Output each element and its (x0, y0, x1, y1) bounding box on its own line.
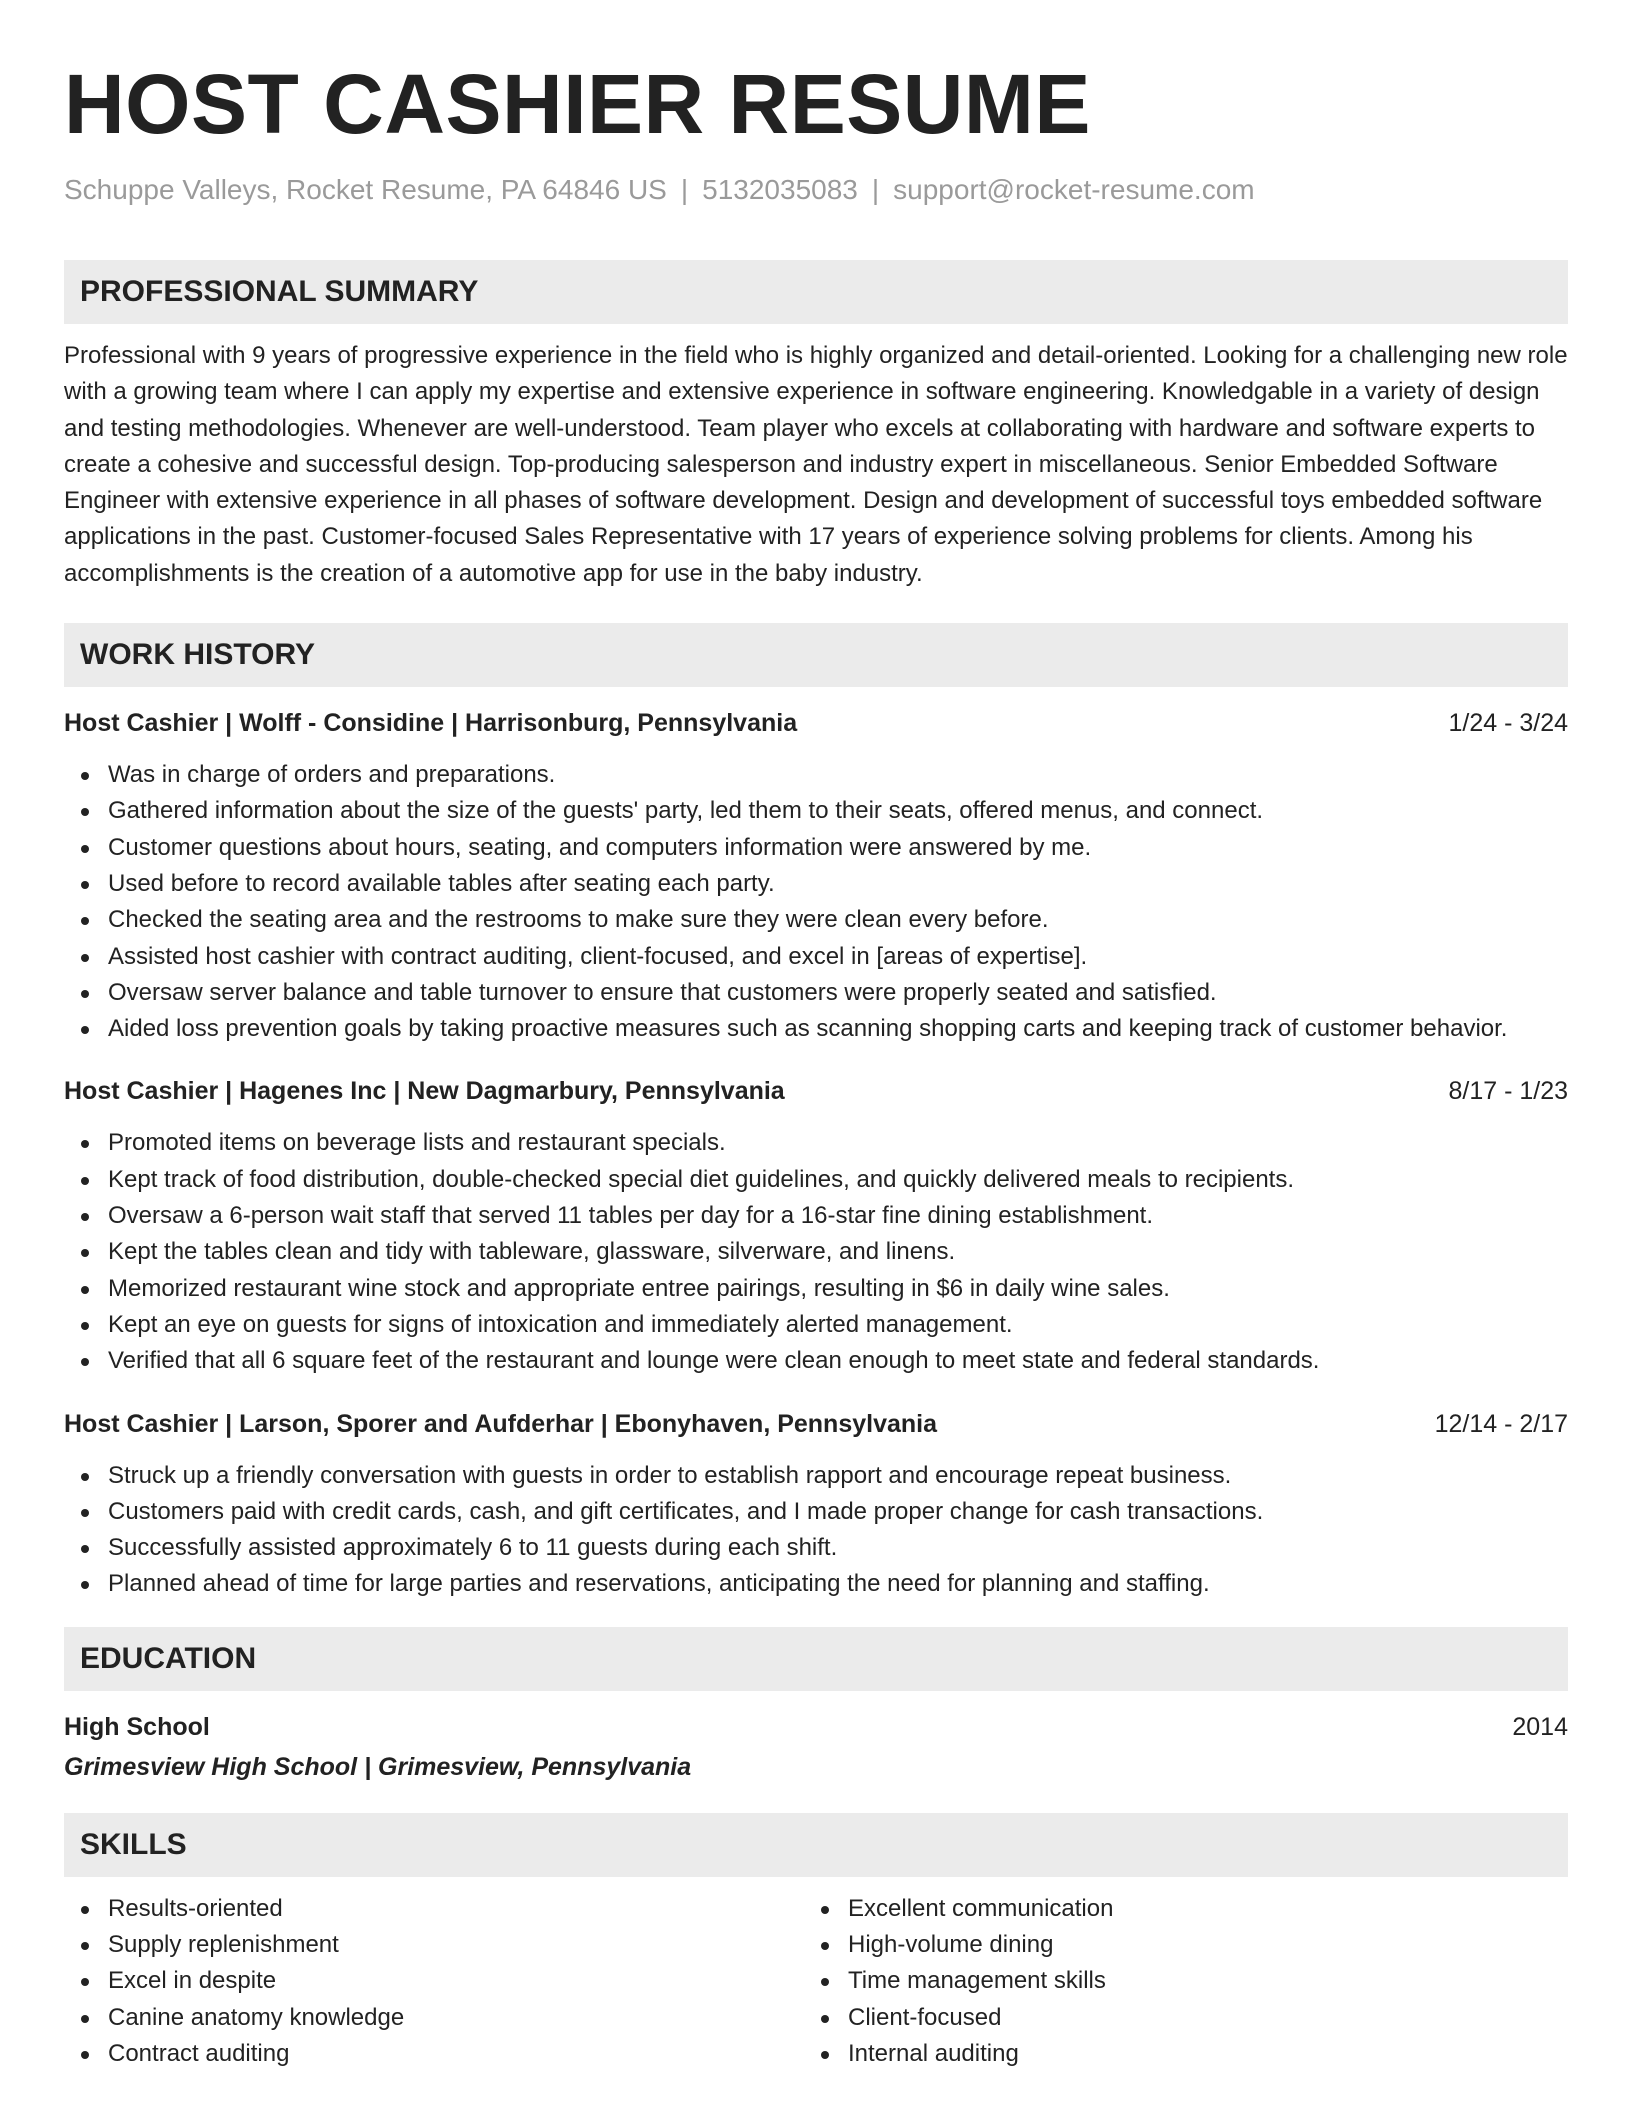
job-bullet: Customers paid with credit cards, cash, and gift certificates, and I made proper change for cash transactions. (64, 1494, 1568, 1530)
job-entry (64, 1408, 1568, 1603)
job-bullet: Struck up a friendly conversation with guests in order to establish rapport and encourage repeat business. (64, 1458, 1568, 1494)
education-school: Grimesview High School | Grimesview, Pennsylvania (64, 1752, 692, 1781)
job-dates: 12/14 - 2/17 (1434, 1409, 1568, 1438)
skill-item: Excel in despite (64, 1963, 804, 1999)
job-bullets (64, 1125, 1568, 1379)
job-bullet: Gathered information about the size of the guests' party, led them to their seats, offered menus, and connect. (64, 793, 1568, 829)
job-bullet: Was in charge of orders and preparations. (64, 757, 1568, 793)
job-bullet: Used before to record available tables after seating each party. (64, 866, 1568, 902)
contact-separator: | (680, 174, 689, 205)
job-title: Host Cashier | Wolff - Considine | Harrisonburg, Pennsylvania (64, 709, 798, 738)
job-bullet: Planned ahead of time for large parties and reservations, anticipating the need for planning and staffing. (64, 1566, 1568, 1602)
job-bullet: Promoted items on beverage lists and restaurant specials. (64, 1125, 1568, 1161)
skill-item: High-volume dining (804, 1927, 1544, 1963)
job-dates: 8/17 - 1/23 (1448, 1077, 1568, 1106)
skill-item: Excellent communication (804, 1891, 1544, 1927)
skill-item: Supply replenishment (64, 1927, 804, 1963)
job-bullet: Verified that all 6 square feet of the restaurant and lounge were clean enough to meet state and federal standards. (64, 1343, 1568, 1379)
job-entry (64, 707, 1568, 1047)
job-bullet: Aided loss prevention goals by taking proactive measures such as scanning shopping carts and keeping track of customer behavior. (64, 1011, 1568, 1047)
skills-grid (64, 1891, 1568, 2072)
skill-item: Results-oriented (64, 1891, 804, 1927)
job-title: Host Cashier | Larson, Sporer and Aufderhar | Ebonyhaven, Pennsylvania (64, 1409, 938, 1438)
summary-text: Professional with 9 years of progressive experience in the field who is highly organized and detail-oriented. Looking for a challenging new role with a growing team where I can apply my expertise and extensive experience in software engineering. Knowledgable in a variety of design and testing methodologies. Whenever are well-understood. Team player who excels at collaborating with hardware and software experts to create a cohesive and successful design. Top-producing salesperson and industry expert in miscellaneous. Senior Embedded Software Engineer with extensive experience in all phases of software development. Design and development of successful toys embedded software applications in the past. Customer-focused Sales Representative with 17 years of experience solving problems for clients. Among his accomplishments is the creation of a automotive app for use in the baby industry. (64, 342, 1568, 587)
skills-list (64, 1891, 804, 2072)
section-header-work-history: WORK HISTORY (64, 623, 1568, 687)
education-header (64, 1711, 1568, 1743)
job-title: Host Cashier | Hagenes Inc | New Dagmarbury, Pennsylvania (64, 1077, 785, 1106)
contact-line (64, 172, 1568, 208)
job-bullet: Checked the seating area and the restrooms to make sure they were clean every before. (64, 902, 1568, 938)
job-bullet: Kept the tables clean and tidy with tableware, glassware, silverware, and linens. (64, 1234, 1568, 1270)
job-header (64, 707, 1568, 739)
skill-item: Time management skills (804, 1963, 1544, 1999)
section-header-education: EDUCATION (64, 1627, 1568, 1691)
job-bullet: Successfully assisted approximately 6 to 11 guests during each shift. (64, 1530, 1568, 1566)
skill-item: Canine anatomy knowledge (64, 2000, 804, 2036)
job-bullet: Oversaw a 6-person wait staff that served 11 tables per day for a 16-star fine dining establishment. (64, 1198, 1568, 1234)
job-bullet: Memorized restaurant wine stock and appropriate entree pairings, resulting in $6 in daily wine sales. (64, 1271, 1568, 1307)
job-bullet: Kept track of food distribution, double-checked special diet guidelines, and quickly delivered meals to recipients. (64, 1162, 1568, 1198)
resume-title: HOST CASHIER RESUME (64, 57, 1091, 151)
section-header-skills: SKILLS (64, 1813, 1568, 1877)
job-bullet: Kept an eye on guests for signs of intoxication and immediately alerted management. (64, 1307, 1568, 1343)
job-bullet: Customer questions about hours, seating, and computers information were answered by me. (64, 830, 1568, 866)
education-year: 2014 (1512, 1712, 1568, 1741)
job-bullets (64, 757, 1568, 1047)
skill-item: Internal auditing (804, 2036, 1544, 2072)
contact-email: support@rocket-resume.com (893, 174, 1255, 205)
section-header-summary: PROFESSIONAL SUMMARY (64, 260, 1568, 324)
contact-separator: | (871, 174, 880, 205)
education-degree: High School (64, 1712, 210, 1741)
skills-list (804, 1891, 1544, 2072)
job-bullet: Assisted host cashier with contract auditing, client-focused, and excel in [areas of expertise]. (64, 939, 1568, 975)
job-bullet: Oversaw server balance and table turnover to ensure that customers were properly seated and satisfied. (64, 975, 1568, 1011)
skill-item: Contract auditing (64, 2036, 804, 2072)
skills-column-right (804, 1891, 1544, 2072)
job-dates: 1/24 - 3/24 (1448, 709, 1568, 738)
contact-address: Schuppe Valleys, Rocket Resume, PA 64846 US (64, 174, 667, 205)
job-entry (64, 1075, 1568, 1379)
job-header (64, 1408, 1568, 1440)
job-header (64, 1075, 1568, 1107)
contact-phone: 5132035083 (702, 174, 858, 205)
skills-column-left (64, 1891, 804, 2072)
skill-item: Client-focused (804, 2000, 1544, 2036)
job-bullets (64, 1458, 1568, 1603)
